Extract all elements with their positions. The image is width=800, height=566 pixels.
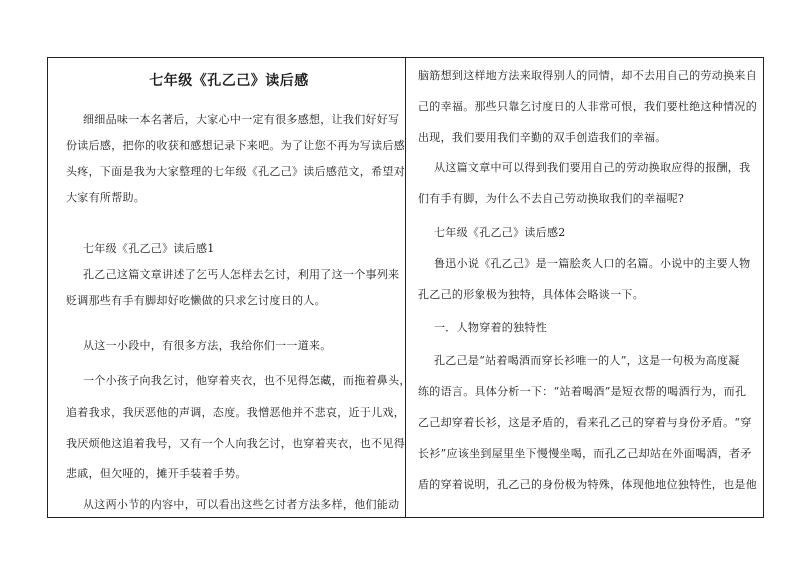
paragraph-line: 从这篇文章中可以得到我们要用自己的劳动换取应得的报酬，我 [434, 161, 751, 174]
subsection-heading: 一．人物穿着的独特性 [434, 321, 547, 334]
paragraph-line: 贬调那些有手有脚却好吃懒做的只求乞讨度日的人。 [66, 294, 326, 307]
paragraph-line: 从这两小节的内容中，可以看出这些乞讨者方法多样，他们能动 [83, 498, 400, 511]
paragraph-line: 长衫”应该坐到屋里坐下慢慢坐喝，而孔乙己却站在外面喝酒，者矛 [418, 447, 752, 460]
paragraph-line: 乙己却穿着长衫，这是矛盾的，看来孔乙己的穿着与身份矛盾。“穿 [418, 416, 752, 429]
paragraph-line: 追着我求，我厌恶他的声调，态度。我憎恶他并不悲哀，近于儿戏， [66, 406, 405, 419]
paragraph-line: 悲戚，但欠哑的，摊开手装着手势。 [66, 467, 247, 480]
paragraph-line: 孔乙己的形象极为独特，具体体会略谈一下。 [418, 288, 644, 301]
section-heading: 七年级《孔乙己》读后感1 [83, 242, 215, 255]
paragraph-line: 从这一小段中，有很多方法，我给你们一一道来。 [83, 339, 332, 352]
paragraph-line: 己的幸福。那些只靠乞讨度日的人非常可恨，我们要杜绝这种情况的 [418, 100, 757, 113]
column-divider [405, 57, 406, 518]
paragraph-line: 我厌烦他这追着我号，又有一个人向我乞讨，也穿着夹衣，也不见得 [66, 437, 405, 450]
paragraph-line: 孔乙己这篇文章讲述了乞丐人怎样去乞讨，利用了这一个事列来 [83, 268, 400, 281]
paragraph-line: 头疼，下面是我为大家整理的七年级《孔乙己》读后感范文，希望对 [66, 165, 405, 178]
paragraph-line: 孔乙己是“站着喝酒而穿长衫唯一的人”，这是一句极为高度凝 [434, 354, 740, 367]
paragraph-line: 细细品味一本名著后，大家心中一定有很多感想，让我们好好写 [83, 113, 400, 126]
paragraph-line: 出现，我们要用我们辛勤的双手创造我们的幸福。 [418, 131, 667, 144]
paragraph-line: 份读后感，把你的收获和感想记录下来吧。为了让您不再为写读后感 [66, 139, 405, 152]
paragraph-line: 大家有所帮助。 [66, 191, 146, 204]
paragraph-line: 练的语言。具体分析一下：“站着喝酒”是短衣帮的喝酒行为，而孔 [418, 385, 747, 398]
paragraph-line: 盾的穿着说明，孔乙己的身份极为特殊，体现他地位独特性，也是他 [418, 478, 757, 491]
paragraph-line: 脑筋想到这样地方法来取得别人的同情，却不去用自己的劳动换来自 [418, 69, 757, 82]
paragraph-line: 们有手有脚，为什么不去自己劳动换取我们的幸福呢? [418, 192, 685, 205]
paragraph-line: 鲁迅小说《孔乙己》是一篇脍炙人口的名篇。小说中的主要人物 [434, 257, 751, 270]
section-heading: 七年级《孔乙己》读后感2 [434, 226, 566, 239]
paragraph-line: 一个小孩子向我乞讨，他穿着夹衣，也不见得怎藏，而拖着鼻头， [83, 374, 411, 387]
document-title: 七年级《孔乙己》读后感 [149, 73, 309, 89]
